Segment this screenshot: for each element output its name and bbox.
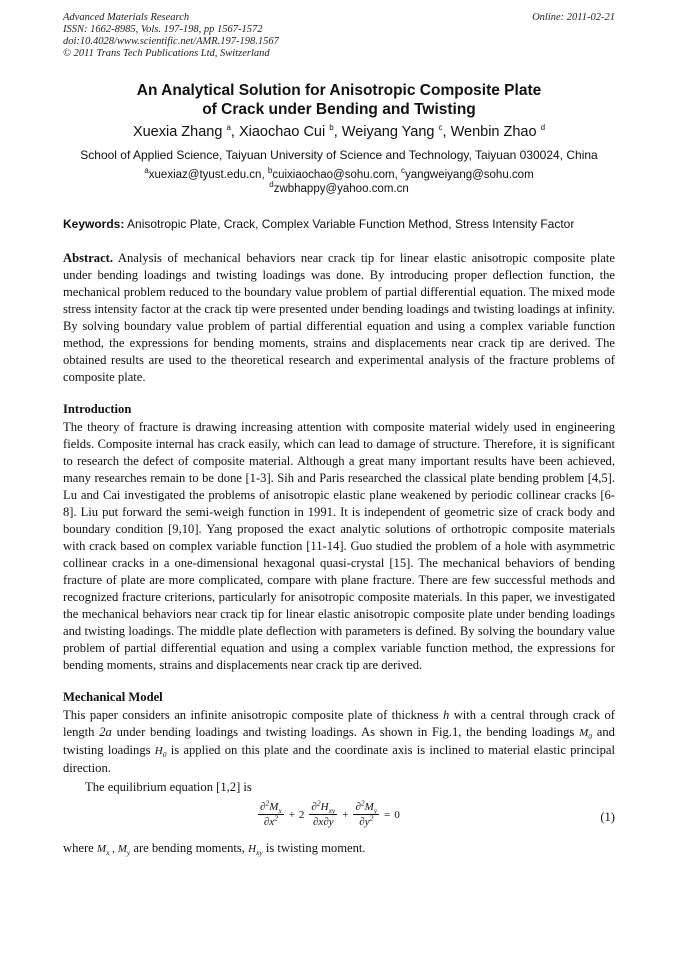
title-line-2: of Crack under Bending and Twisting — [202, 101, 476, 118]
email-list: $^a$xuexiaz@tyust.edu.cn, $^b$cuixiaochao@sohu.com, $^c$yangweiyang@sohu.com $^d$zwbhappy@yahoo.com.cn — [144, 166, 534, 195]
author-sup: c — [438, 123, 443, 133]
author-name: Wenbin Zhao — [450, 124, 537, 140]
author-list: Xuexia Zhang $^a$, Xiaochao Cui $^b$, Weiyang Yang $^c$, Wenbin Zhao $^d$ — [132, 123, 546, 140]
abstract — [63, 250, 615, 386]
symbol-M0: $M_0$ — [579, 727, 593, 742]
keywords-text: Anisotropic Plate, Crack, Complex Variable Function Method, Stress Intensity Factor — [127, 217, 575, 231]
author-sup: b — [329, 123, 334, 133]
keywords — [63, 217, 615, 231]
abstract-text: Analysis of mechanical behaviors near crack tip for linear elastic anisotropic composite plate under bending loadings and twisting loadings was done. By introducing proper deflection function, the mechanical problem reduced to the boundary value problem of partial differential equation. The mixed mode stress intensity factor at the crack tip were presented under bending loadings and twisting loadings at infinity. By solving boundary value problem of partial differential equation and using a complex variable function method, the expressions for bending moments, strains and displacements near crack tip are derived. The obtained results are used to the theoretical research and experimental analysis of the fracture problems of composite plate. — [63, 251, 615, 384]
term-3: $\frac{\partial^2M_y}{\partial y^2}$ — [355, 798, 378, 828]
email-sup: c — [400, 166, 405, 176]
mechanical-model-paragraph: This paper considers an infinite anisotropic composite plate of thickness h with a central through crack of length 2a under bending loadings and twisting loadings. As shown in Fig.1, the bending loadings $M_0$ and twisting loadings $H_0$ is applied on this plate and the coordinate axis is inclined to material elastic principal direction. — [63, 708, 615, 775]
introduction-heading: Introduction — [63, 402, 132, 416]
author-name: Xiaochao Cui — [238, 124, 326, 140]
email-link[interactable]: zwbhappy@yahoo.com.cn — [273, 183, 409, 195]
email-sup: a — [144, 166, 149, 176]
keywords-label: Keywords: — [63, 217, 125, 231]
symbol-H0: $H_0$ — [154, 745, 167, 760]
equation-number: (1) — [600, 810, 615, 824]
author-sup: a — [226, 123, 231, 133]
journal-header — [63, 12, 615, 60]
journal-name: Advanced Materials Research — [63, 12, 190, 23]
author-sup: d — [540, 123, 546, 133]
issn-line: ISSN: 1662-8985, Vols. 197-198, pp 1567-1572 — [63, 24, 263, 35]
paper-title — [63, 81, 615, 119]
author-name: Xuexia Zhang — [132, 124, 223, 140]
affiliation: School of Applied Science, Taiyuan University of Science and Technology, Taiyuan 030024, China — [80, 148, 598, 162]
email-sup: d — [269, 180, 274, 190]
equilibrium-intro: The equilibrium equation [1,2] is — [85, 780, 252, 794]
email-link[interactable]: cuixiaochao@sohu.com — [272, 169, 395, 181]
doi-line: doi:10.4028/www.scientific.net/AMR.197-198.1567 — [63, 36, 279, 47]
term-1: $\frac{\partial^2M_x}{\partial x^2}$ — [260, 798, 282, 828]
author-name: Weiyang Yang — [341, 124, 435, 140]
moment-definition: where $M_x$ , $M_y$ are bending moments, $H_{xy}$ is twisting moment. — [63, 841, 366, 858]
mechanical-model-heading: Mechanical Model — [63, 690, 163, 704]
online-date: Online: 2011-02-21 — [532, 12, 615, 23]
abstract-label: Abstract. — [63, 251, 114, 265]
equilibrium-equation: $\frac{\partial^2M_x}{\partial x^2}$ + 2 $\frac{\partial^2H_{xy}}{\partial x\partial y}$ + $\frac{\partial^2M_y}{\partial y^2}$ = 0 — [260, 798, 400, 828]
term-2: $\frac{\partial^2H_{xy}}{\partial x\partial y}$ — [311, 798, 336, 828]
email-link[interactable]: xuexiaz@tyust.edu.cn — [148, 169, 262, 181]
title-line-1: An Analytical Solution for Anisotropic Composite Plate — [136, 82, 542, 99]
introduction-text: The theory of fracture is drawing increasing attention with composite material widely used in engineering fields. Composite internal has crack easily, which can lead to damage of structure. Therefore, it is significant to research the defect of composite material. Although a great many important results have been achieved, many researches remain to be done [1-3]. Sih and Paris researched the classical plate bending problem [4,5]. Lu and Cai investigated the problems of anisotropic elastic plane weakened by periodic collinear cracks [6-8]. Liu put forward the semi-weigh function in 1991. It is independent of geometric size of crack body and boundary condition [9,10]. Yang proposed the exact analytic solutions of orthotropic composite materials with crack based on complex variable function [11-14]. Guo studied the problem of a hole with asymmetric collinear cracks in a one-dimensional hexagonal quasi-crystal [15]. The mechanical behaviors of bending fracture of plate are more complicated, compare with plane fracture. There are few successful methods and recognized fracture criterions, particularly for anisotropic composite materials. In this paper, we investigated the mechanical behaviors near crack tip for linear elastic anisotropic composite plate under bending loadings and twisting loadings. The middle plate deflection with parameters is defined. By solving the boundary value problem of partial differential equation and using a complex variable function method, the expressions for bending moments, strains and displacements near crack tip are derived. — [63, 420, 615, 672]
email-link[interactable]: yangweiyang@sohu.com — [404, 169, 534, 181]
equation-1 — [63, 798, 615, 838]
paper-page — [63, 12, 615, 858]
email-sup: b — [267, 166, 273, 176]
copyright-line: © 2011 Trans Tech Publications Ltd, Switzerland — [63, 48, 270, 59]
